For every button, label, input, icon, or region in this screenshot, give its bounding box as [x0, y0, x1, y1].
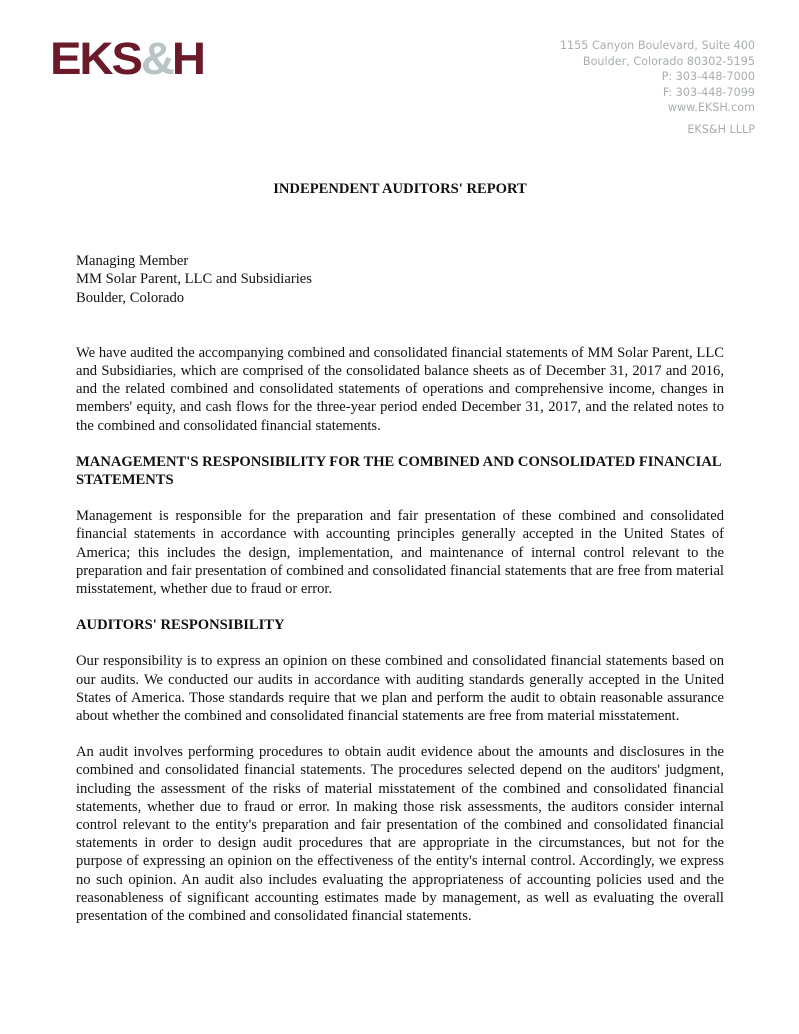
address-city: Boulder, Colorado 80302-5195: [582, 54, 755, 68]
address-street: 1155 Canyon Boulevard, Suite 400: [559, 39, 755, 52]
addressee-line: Boulder, Colorado: [76, 289, 185, 306]
addressee-line: Managing Member: [76, 253, 189, 270]
addressee-line: MM Solar Parent, LLC and Subsidiaries: [76, 271, 312, 288]
audit-procedures-paragraph: An audit involves performing procedures to obtain audit evidence about the amounts and disclosures in the combined and consolidated financial statements. The procedures selected depend on the auditors' judgment, including the assessment of the risks of material misstatement of the combined and consolidated financial statements, whether due to fraud or error. In making those risk assessments, the auditors consider internal control relevant to the entity's preparation and fair presentation of the combined and consolidated financial statements in order to design audit procedures that are appropriate in the circumstances, but not for the purpose of expressing an opinion on the effectiveness of the entity's internal control. Accordingly, we express no such opinion. An audit also includes evaluating the appropriateness of accounting policies used and the reasonableness of significant accounting estimates made by management, as well as evaluating the overall presentation of the combined and consolidated financial statements.: [76, 744, 724, 925]
auditors-responsibility-paragraph: Our responsibility is to express an opinion on these combined and consolidated financial statements based on our audits. We conducted our audits in accordance with auditing standards generally accepted in the United States of America. Those standards require that we plan and perform the audit to obtain reasonable assurance about whether the combined and consolidated financial statements are free from material misstatement.: [76, 653, 724, 725]
report-body: [76, 180, 724, 943]
eksh-logo: [50, 33, 204, 84]
addressee-block: [76, 252, 724, 307]
firm-name: EKS&H LLLP: [687, 122, 755, 136]
intro-paragraph: We have audited the accompanying combined and consolidated financial statements of MM Solar Parent, LLC and Subsidiaries, which are comprised of the consolidated balance sheets as of December 31, 2017 and 2016, and the related combined and consolidated statements of operations and comprehensive income, changes in members' equity, and cash flows for the three-year period ended December 31, 2017, and the related notes to the combined and consolidated financial statements.: [76, 344, 724, 434]
management-responsibility-paragraph: Management is responsible for the preparation and fair presentation of these combined and consolidated financial statements in accordance with accounting principles generally accepted in the United States of America; this includes the design, implementation, and maintenance of internal control relevant to the preparation and fair presentation of combined and consolidated financial statements that are free from material misstatement, whether due to fraud or error.: [76, 508, 724, 598]
logo-text-eks: EKS: [50, 33, 141, 84]
section-heading-auditors-responsibility: AUDITORS' RESPONSIBILITY: [76, 617, 285, 634]
firm-address-block: [560, 38, 755, 138]
address-fax: F: 303-448-7099: [662, 85, 755, 99]
address-website: www.EKSH.com: [667, 101, 755, 115]
logo-ampersand: &: [140, 33, 172, 84]
report-title: INDEPENDENT AUDITORS' REPORT: [273, 181, 527, 197]
section-heading-management-responsibility: MANAGEMENT'S RESPONSIBILITY FOR THE COMBINED AND CONSOLIDATED FINANCIAL STATEMENTS: [76, 453, 721, 489]
address-phone: P: 303-448-7000: [661, 70, 755, 84]
logo-text-h: H: [171, 33, 204, 84]
